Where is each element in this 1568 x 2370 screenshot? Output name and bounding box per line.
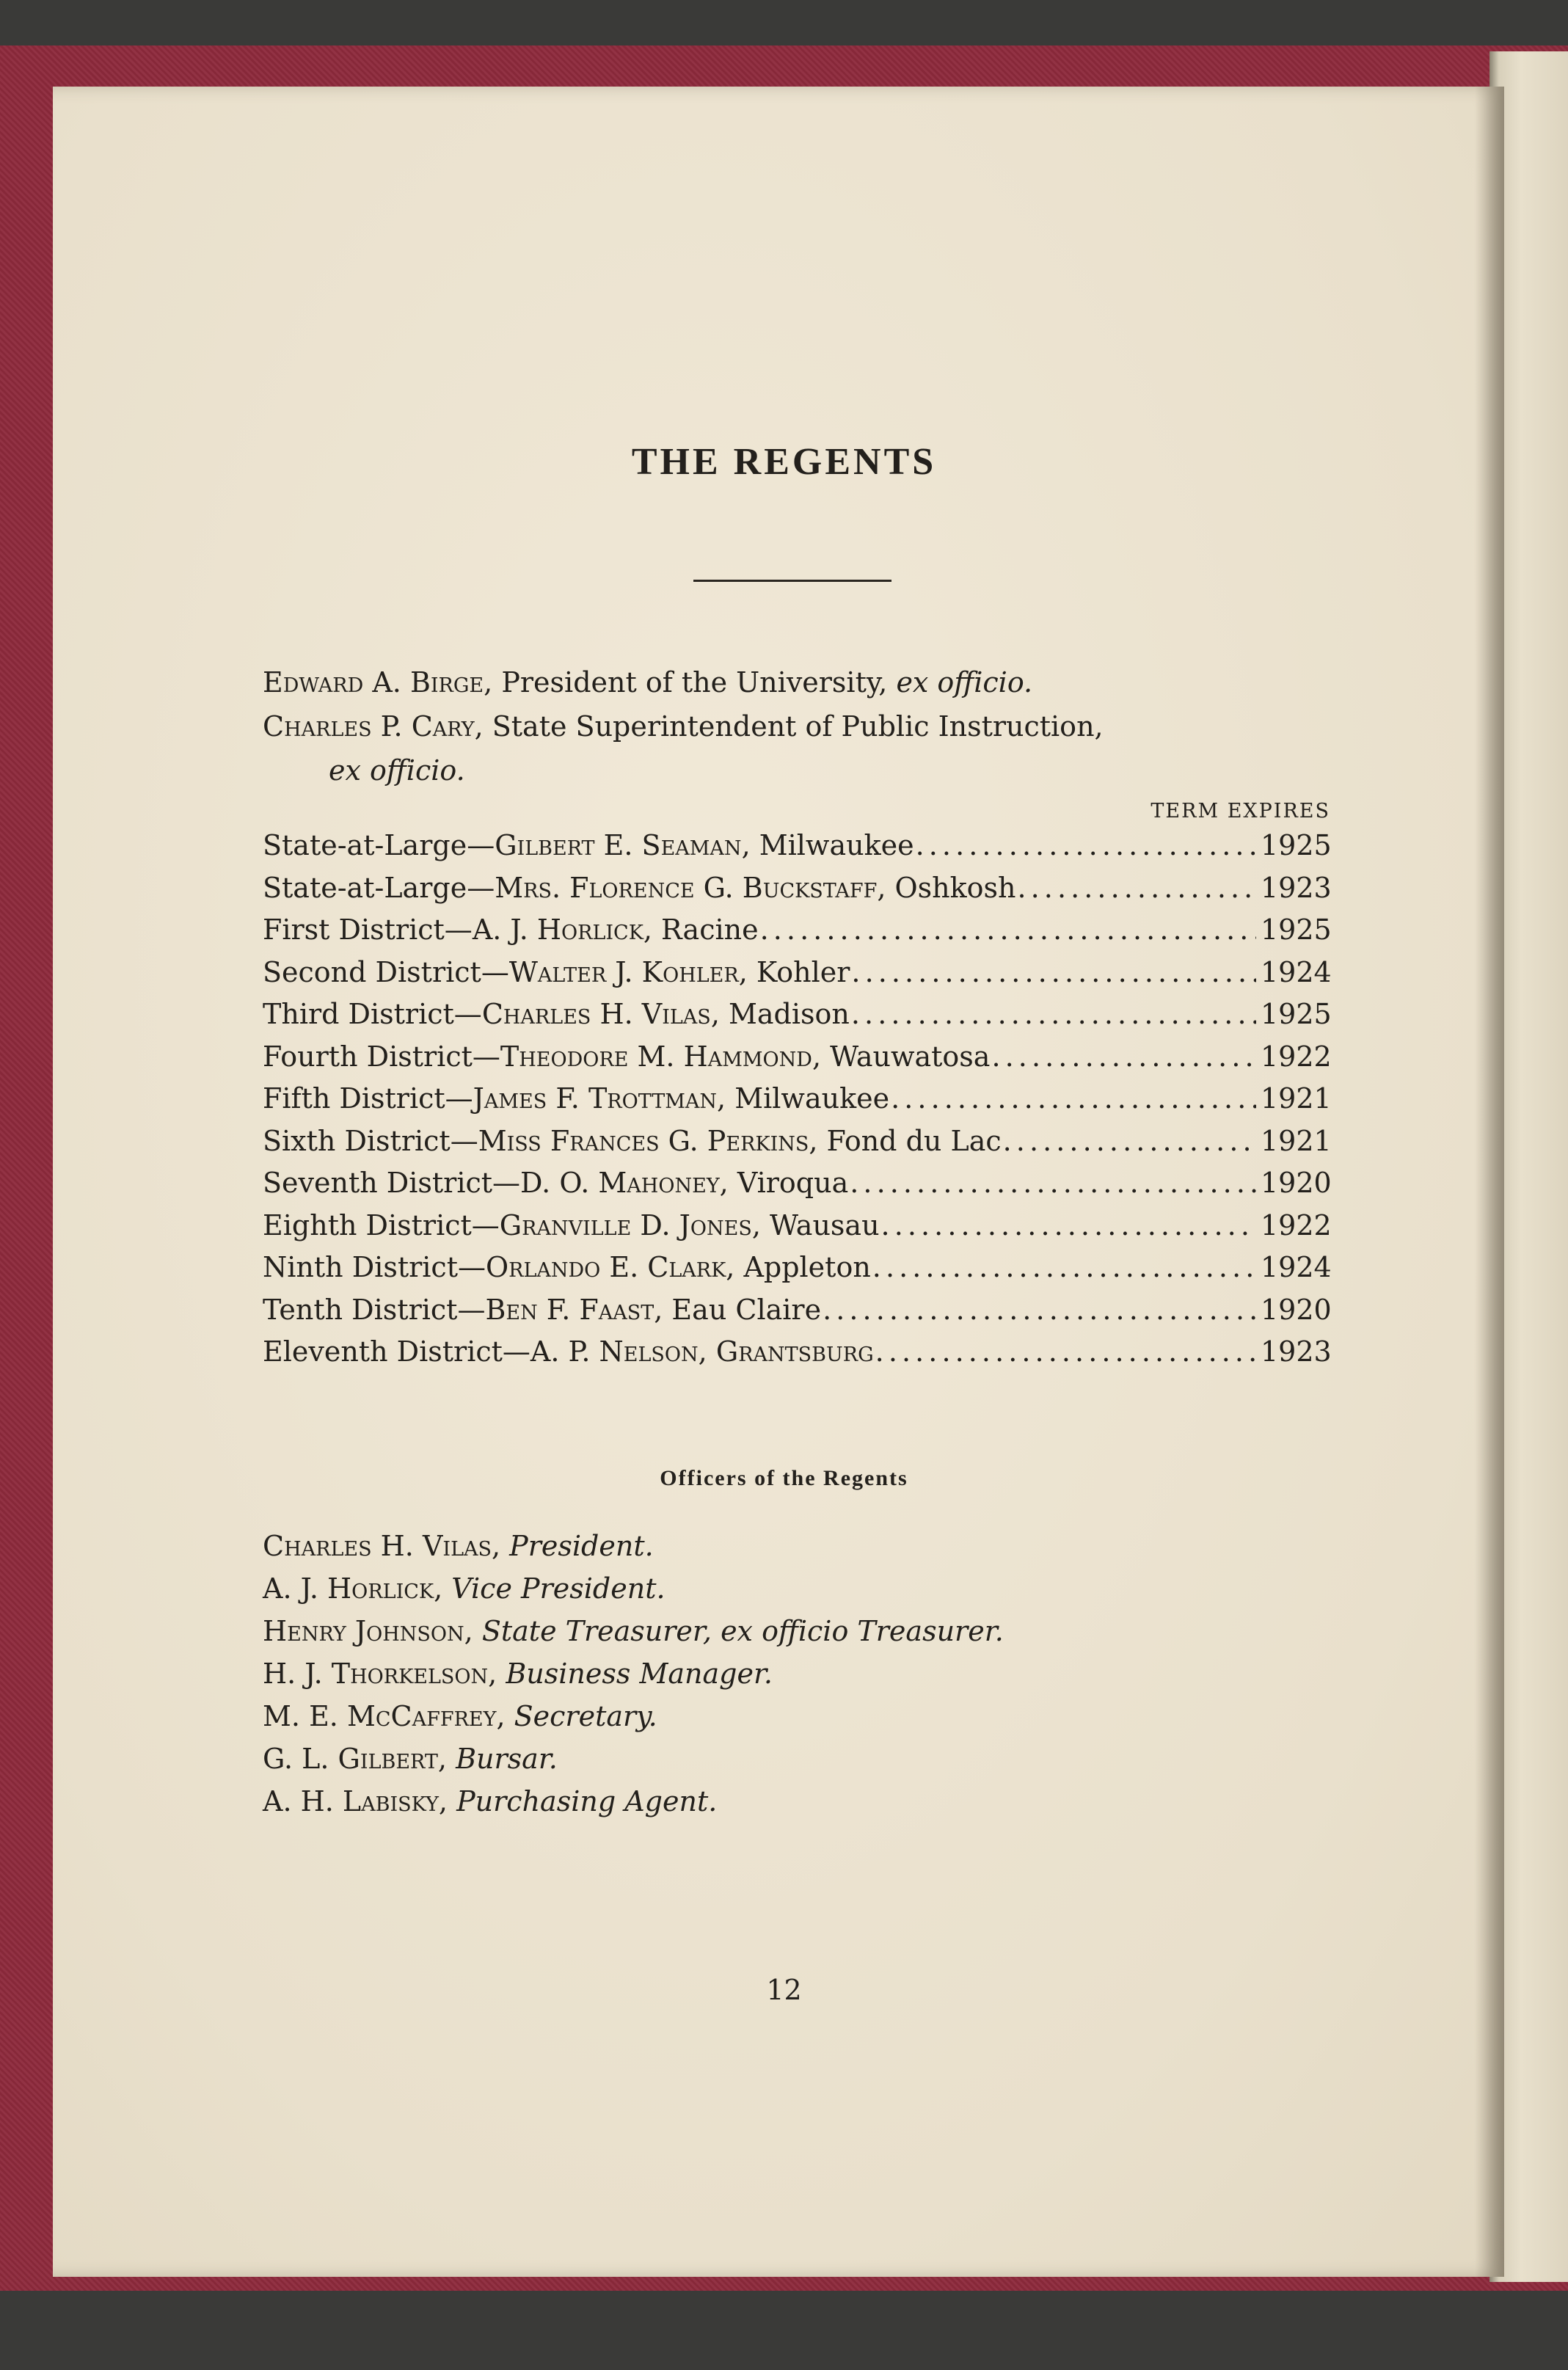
dot-leader: [875, 1335, 1256, 1368]
regent-entry: [263, 956, 850, 988]
regent-place: , Milwaukee: [717, 1082, 890, 1115]
officer-role: President.: [509, 1530, 654, 1562]
title-rule: [693, 580, 891, 582]
regent-place: , Racine: [643, 914, 759, 946]
page-title: THE REGENTS: [631, 441, 937, 483]
dot-leader: [851, 998, 1256, 1030]
term-year: 1923: [1261, 871, 1332, 904]
regent-place: , Fond du Lac: [809, 1124, 1002, 1157]
regent-place: , Wausau: [751, 1208, 880, 1241]
district-label: State-at-Large—: [263, 829, 495, 861]
officer-row: [263, 1525, 1004, 1567]
regent-name: Theodore M. Hammond: [500, 1040, 812, 1073]
ex-officio-line-2: [263, 704, 1104, 748]
regent-name: Gilbert E. Seaman: [495, 829, 742, 861]
regent-row: [263, 1040, 1330, 1083]
term-year: 1922: [1261, 1040, 1332, 1073]
regent-name: Walter J. Kohler: [508, 955, 739, 988]
regent-entry: [263, 829, 914, 861]
dot-leader: [760, 914, 1256, 946]
regent-name: D. O. Mahoney: [520, 1167, 720, 1199]
officer-sep: ,: [492, 1530, 510, 1562]
officer-name: A. H. Labisky: [263, 1785, 439, 1817]
officer-sep: ,: [434, 1572, 452, 1605]
regent-entry: [263, 1040, 990, 1073]
district-label: Third District—: [263, 998, 482, 1030]
regent-place: , Viroqua: [719, 1167, 849, 1199]
regent-entry: [263, 998, 850, 1030]
regent-row: [263, 872, 1330, 914]
ex-officio-tag: ex officio.: [896, 666, 1033, 699]
regent-row: [263, 1294, 1330, 1336]
regent-row: [263, 1251, 1330, 1294]
term-year: 1920: [1261, 1167, 1332, 1199]
term-year: 1924: [1261, 955, 1332, 988]
dot-leader: [891, 1082, 1256, 1115]
officer-sep: ,: [438, 1785, 457, 1817]
officers-heading: Officers of the Regents: [660, 1466, 908, 1490]
officer-name: M. E. McCaffrey: [263, 1700, 497, 1732]
regent-entry: [263, 1082, 889, 1115]
officer-role: Bursar.: [456, 1743, 558, 1775]
regent-entry: [263, 1335, 874, 1368]
term-year: 1921: [1261, 1082, 1332, 1115]
term-year: 1922: [1261, 1208, 1332, 1241]
district-label: First District—: [263, 914, 473, 946]
district-label: Fourth District—: [263, 1040, 500, 1073]
regent-row: [263, 1082, 1330, 1125]
ex-officio-line-1: [263, 660, 1032, 704]
regent-row: [263, 914, 1330, 956]
officer-row: [263, 1738, 1004, 1780]
regent-name: Orlando E. Clark: [485, 1251, 726, 1283]
district-label: Ninth District—: [263, 1251, 486, 1283]
regents-list: [263, 829, 1330, 1378]
district-label: Eighth District—: [263, 1208, 500, 1241]
regent-row: [263, 1335, 1330, 1378]
district-label: Eleventh District—: [263, 1335, 530, 1368]
dot-leader: [1017, 872, 1256, 904]
regent-place: , Kohler: [738, 955, 850, 988]
dot-leader: [850, 1167, 1256, 1199]
dot-leader: [916, 829, 1256, 861]
officer-row: [263, 1567, 1004, 1610]
regent-row: [263, 1125, 1330, 1167]
regent-row: [263, 956, 1330, 999]
regent-place: , Milwaukee: [741, 829, 914, 861]
regent-entry: [263, 1251, 871, 1283]
regent-name: Charles H. Vilas: [481, 998, 711, 1030]
district-label: Tenth District—: [263, 1293, 486, 1326]
district-label: Fifth District—: [263, 1082, 473, 1115]
officer-row: [263, 1652, 1004, 1695]
term-expires-header: TERM EXPIRES: [1151, 800, 1330, 823]
page-number: 12: [766, 1974, 802, 2006]
regent-entry: [263, 1209, 880, 1241]
officer-name: A. J. Horlick: [263, 1572, 434, 1605]
officers-list: [263, 1525, 1004, 1823]
district-label: Sixth District—: [263, 1124, 478, 1157]
officer-sep: ,: [496, 1700, 514, 1732]
term-year: 1921: [1261, 1124, 1332, 1157]
regent-title: , State Superintendent of Public Instruction,: [474, 710, 1104, 743]
dot-leader: [823, 1294, 1256, 1326]
district-label: Second District—: [263, 955, 509, 988]
regent-entry: [263, 1294, 821, 1326]
officer-role: Purchasing Agent.: [456, 1785, 718, 1817]
district-label: State-at-Large—: [263, 871, 495, 904]
district-label: Seventh District—: [263, 1167, 521, 1199]
term-year: 1920: [1261, 1293, 1332, 1326]
dot-leader: [881, 1209, 1256, 1241]
regent-row: [263, 1167, 1330, 1209]
dot-leader: [991, 1040, 1256, 1073]
officer-row: [263, 1610, 1004, 1652]
regent-name: Mrs. Florence G. Buckstaff: [495, 871, 878, 904]
regent-place: , Appleton: [726, 1251, 871, 1283]
regent-name: A. P. Nelson, Grantsburg: [530, 1335, 874, 1368]
regent-name: Ben F. Faast: [485, 1293, 654, 1326]
regent-entry: [263, 1125, 1002, 1157]
term-year: 1925: [1261, 829, 1332, 861]
page-gutter-shadow: [1475, 87, 1504, 2277]
term-year: 1925: [1261, 914, 1332, 946]
regent-row: [263, 998, 1330, 1040]
term-year: 1924: [1261, 1251, 1332, 1283]
term-year: 1923: [1261, 1335, 1332, 1368]
term-year: 1925: [1261, 998, 1332, 1030]
dot-leader: [1003, 1125, 1256, 1157]
officer-role: Business Manager.: [506, 1658, 773, 1690]
regent-place: , Madison: [710, 998, 850, 1030]
regent-name: James F. Trottman: [473, 1082, 718, 1115]
ex-officio-tag-2: ex officio.: [329, 754, 465, 787]
officer-sep: ,: [488, 1658, 506, 1690]
officer-row: [263, 1780, 1004, 1823]
regent-name: Granville D. Jones: [499, 1208, 752, 1241]
officer-name: Henry Johnson: [263, 1615, 464, 1647]
officer-name: G. L. Gilbert: [263, 1743, 438, 1775]
regent-row: [263, 829, 1330, 872]
regent-place: , Oshkosh: [877, 871, 1016, 904]
officer-sep: ,: [437, 1743, 456, 1775]
officer-role: Vice President.: [451, 1572, 666, 1605]
dot-leader: [851, 956, 1256, 988]
regent-title: , President of the University,: [484, 666, 897, 699]
dot-leader: [872, 1251, 1256, 1283]
regent-entry: [263, 872, 1015, 904]
officer-role: State Treasurer, ex officio Treasurer.: [481, 1615, 1004, 1647]
regent-place: , Wauwatosa: [812, 1040, 991, 1073]
regent-name: Edward A. Birge: [263, 666, 484, 699]
regent-place: , Eau Claire: [654, 1293, 822, 1326]
officer-sep: ,: [464, 1615, 482, 1647]
regent-name: Miss Frances G. Perkins: [478, 1124, 809, 1157]
officer-role: Secretary.: [514, 1700, 657, 1732]
officer-name: Charles H. Vilas: [263, 1530, 492, 1562]
regent-name: Charles P. Cary: [263, 710, 475, 743]
regent-row: [263, 1209, 1330, 1252]
officer-row: [263, 1695, 1004, 1738]
regent-entry: [263, 914, 759, 946]
regent-name: A. J. Horlick: [472, 914, 643, 946]
officer-name: H. J. Thorkelson: [263, 1658, 489, 1690]
regent-entry: [263, 1167, 848, 1199]
